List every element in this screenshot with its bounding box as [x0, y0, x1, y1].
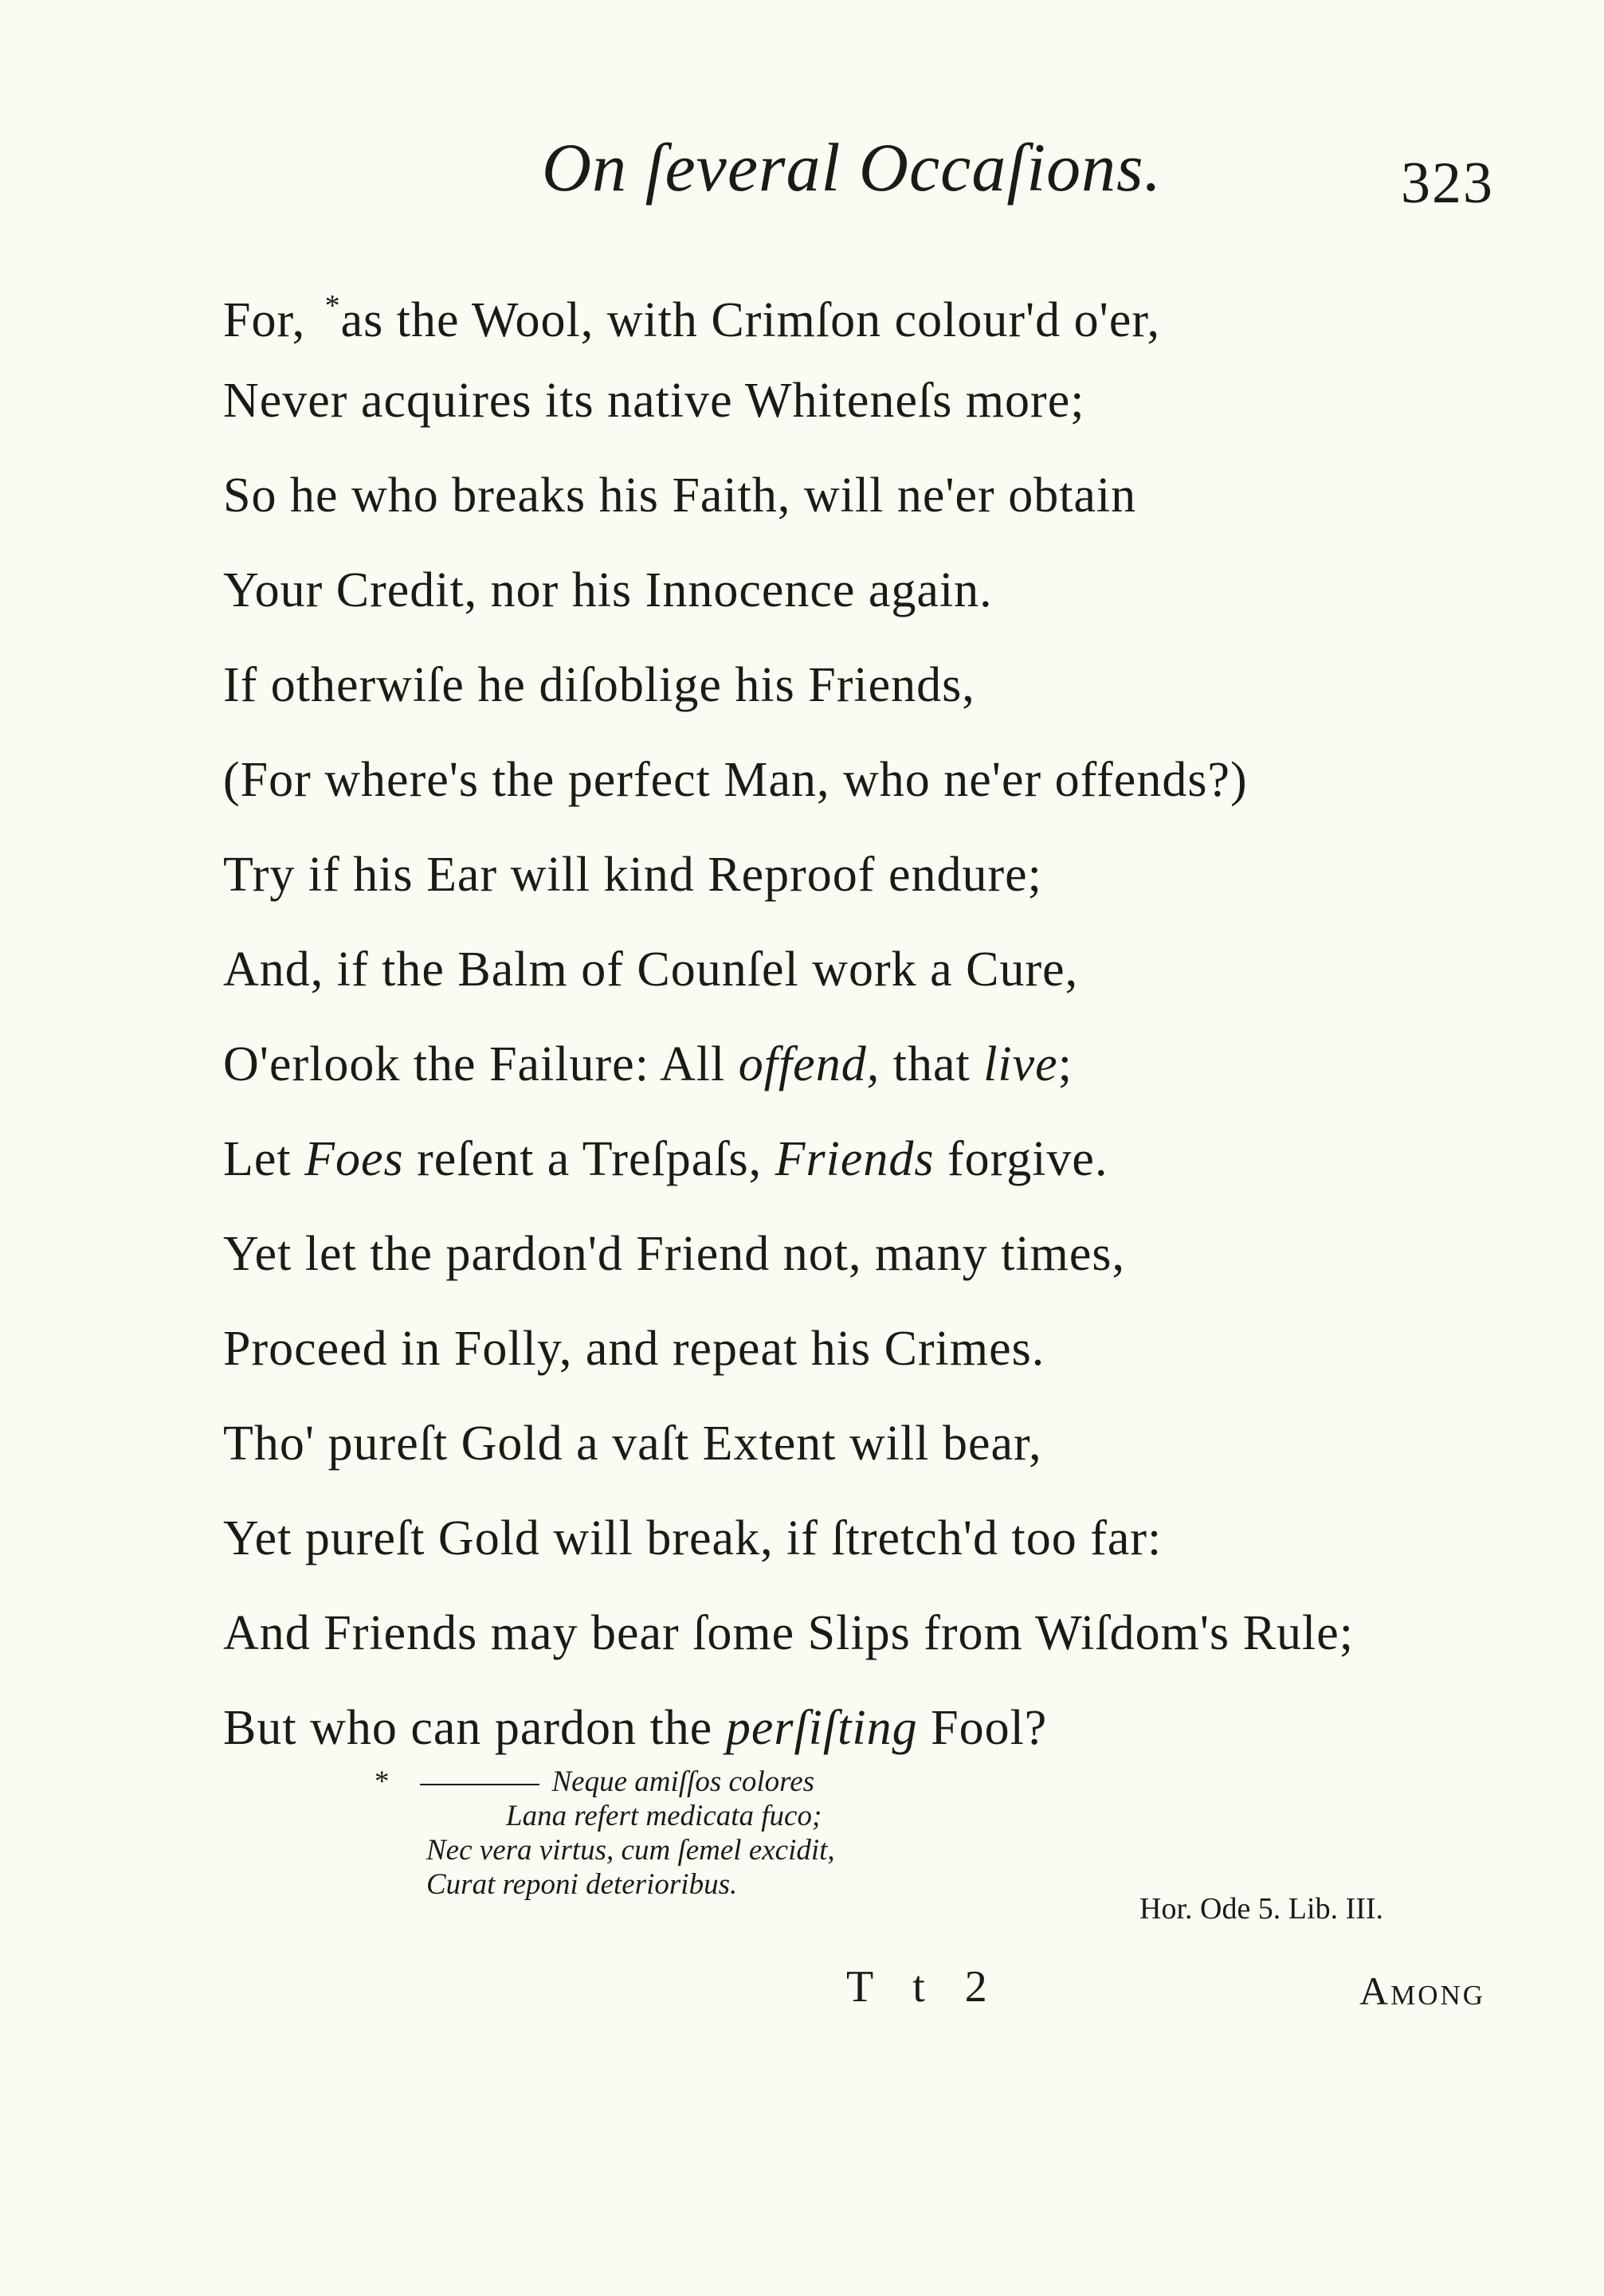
poem-line [223, 1681, 1562, 1776]
signature-mark: T t 2 [846, 1962, 1002, 2012]
line-text: If otherwiſe he diſoblige his Friends, [223, 658, 975, 712]
footnote-line: Curat reponi deterioribus. [426, 1868, 738, 1901]
poem-line [223, 733, 1562, 828]
poem-line [223, 449, 1562, 543]
poem-body [223, 259, 1562, 1776]
footnote-dash [420, 1784, 539, 1785]
line-text: that [880, 1037, 984, 1091]
line-text: Yet let the pardon'd Friend not, many times, [223, 1227, 1126, 1281]
line-text: Let [223, 1132, 305, 1186]
poem-line [223, 923, 1562, 1017]
poem-line [223, 259, 1562, 354]
footnote-line: Nec vera virtus, cum ſemel excidit, [426, 1834, 835, 1867]
line-text: And Friends may bear ſome Slips from Wiſdom's Rule; [223, 1606, 1354, 1660]
line-text: O'erlook the Failure: All [223, 1037, 739, 1091]
italic-word: offend, [738, 1037, 880, 1091]
line-text: ; [1057, 1037, 1073, 1091]
footnote-text: Neque amiſſos colores [551, 1765, 815, 1798]
poem-line [223, 1397, 1562, 1491]
running-head-title: On ſeveral Occaſions. [542, 129, 1163, 206]
italic-word: Foes [304, 1132, 404, 1186]
footnote-marker: * [375, 1765, 390, 1798]
poem-line [223, 1207, 1562, 1302]
footnote [375, 1765, 1570, 1902]
line-text: Your Credit, nor his Innocence again. [223, 563, 993, 617]
footnote-line: Lana refert medicata fuco; [506, 1800, 822, 1832]
line-text: So he who breaks his Faith, will ne'er obtain [223, 468, 1137, 523]
poem-line [223, 354, 1562, 449]
italic-word: perſiſting [725, 1701, 918, 1755]
line-text: And, if the Balm of Counſel work a Cure, [223, 942, 1079, 997]
line-text: Fool? [917, 1701, 1048, 1755]
footnote-citation: Hor. Ode 5. Lib. III. [1139, 1892, 1384, 1926]
poem-line [223, 1017, 1562, 1112]
poem-line [223, 1586, 1562, 1681]
italic-word: Friends [775, 1132, 935, 1186]
poem-line [223, 828, 1562, 923]
poem-line [223, 543, 1562, 638]
poem-line [223, 1112, 1562, 1207]
line-text: Yet pureſt Gold will break, if ſtretch'd too far: [223, 1511, 1163, 1565]
page-number: 323 [1401, 151, 1494, 216]
line-text: For, [223, 293, 319, 347]
catchword: Among [1359, 1969, 1486, 2013]
footnote-reference: * [324, 289, 341, 323]
poem-line [223, 1302, 1562, 1397]
line-text: Proceed in Folly, and repeat his Crimes. [223, 1322, 1045, 1376]
line-text: Tho' pureſt Gold a vaſt Extent will bear, [223, 1416, 1042, 1471]
footnote-line [375, 1765, 1570, 1799]
italic-word: live [983, 1037, 1058, 1091]
line-text: (For where's the perfect Man, who ne'er offends?) [223, 753, 1248, 807]
poem-line [223, 1491, 1562, 1586]
line-text: Never acquires its native Whiteneſs more; [223, 374, 1085, 428]
line-text: Try if his Ear will kind Reproof endure; [223, 848, 1042, 902]
poem-line [223, 638, 1562, 733]
running-head [0, 127, 1604, 215]
line-text: But who can pardon the [223, 1701, 726, 1755]
line-text: forgive. [934, 1132, 1108, 1186]
line-text: as the Wool, with Crimſon colour'd o'er, [340, 293, 1161, 347]
line-text: reſent a Treſpaſs, [403, 1132, 775, 1186]
